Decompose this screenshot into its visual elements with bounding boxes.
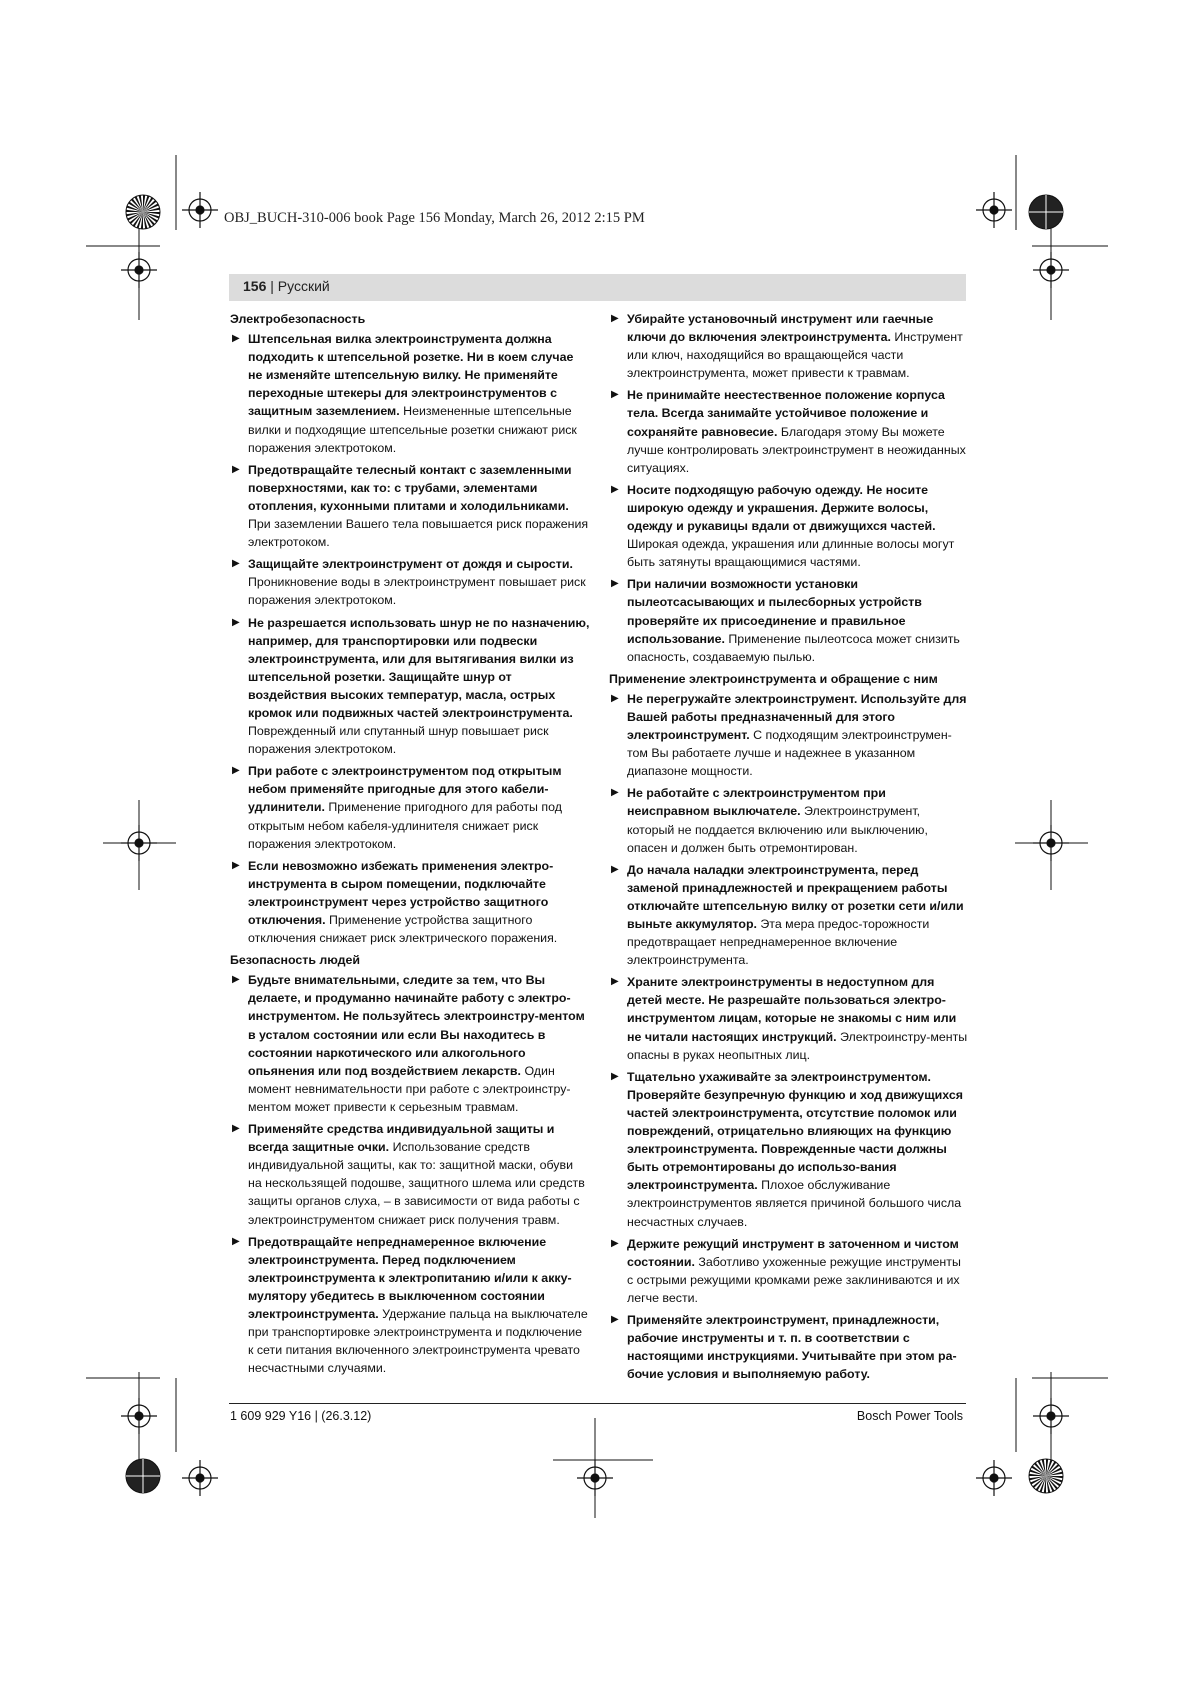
item-text: Применение пригодного для работы под открытым небом кабеля-удлинителя снижает риск поражения электротоком. <box>248 800 562 851</box>
section-title: Безопасность людей <box>230 953 361 968</box>
item-bold: Не разрешается использовать шнур не по назначению, например, для транспортировки или подвески электроинструмента, или для вытягивания вилки из штепсельной розетки. Защищайте шнур от воздействия высоких температур, масла, острых кромок или подвижных частей электроинструмента. <box>248 615 590 720</box>
item-bold: При наличии возможности установки пылеотсасывающих и пылесборных устройств проверяйте их присоединение и правильное использование. <box>627 577 922 646</box>
item-bold: Если невозможно избежать применения электро-инструмента в сыром помещении, подключайте электроинструмент через устройство защитного отключения. <box>248 858 554 927</box>
item-text: Благодаря этому Вы можете лучше контролировать электроинструмент в неожиданных ситуациях. <box>627 424 966 475</box>
item-text: Проникновение воды в электроинструмент повышает риск поражения электротоком. <box>248 575 586 608</box>
crosshair-mark-icon <box>121 825 157 861</box>
item-bold: Применяйте электроинструмент, принадлежности, рабочие инструменты и т. п. в соответствии с настоящими инструкциями. Учитывайте при этом ра-бочие условия и выполняемую работу. <box>627 1312 957 1382</box>
list-item <box>609 310 969 382</box>
item-text: С подходящим электроинструмен-том Вы работаете лучше и надежнее в указанном диапазоне мощности. <box>627 728 952 779</box>
item-text: Инструмент или ключ, находящийся во вращающейся части электроинструмента, может привести к травмам. <box>627 330 963 381</box>
item-bold: Предотвращайте телесный контакт с заземленными поверхностями, как то: с трубами, элементами отопления, кухонными плитами и холодильниками. <box>248 462 572 513</box>
item-text: Неизмененные штепсельные вилки и подходящие штепсельные розетки снижают риск поражения электротоком. <box>248 404 577 455</box>
list-item <box>230 461 590 551</box>
item-text: Плохое обслуживание электроинструментов является причиной большого числа несчастных случаев. <box>627 1178 962 1229</box>
section-title: Электробезопасность <box>230 312 366 326</box>
list-item <box>230 762 590 852</box>
list-item <box>609 690 969 780</box>
star-registration-mark-icon <box>1029 1459 1063 1493</box>
solid-registration-mark-icon <box>126 1459 160 1493</box>
item-bold: Носите подходящую рабочую одежду. Не носите широкую одежду и украшения. Держите волосы, одежду и рукавицы вдали от движущихся частей. <box>627 482 936 534</box>
list-item <box>609 1311 969 1383</box>
crosshair-mark-icon <box>1033 252 1069 288</box>
list-item <box>230 857 590 947</box>
print-header: OBJ_BUCH-310-006 book Page 156 Monday, March 26, 2012 2:15 PM <box>224 210 645 226</box>
item-text: Один момент невнимательности при работе с электроинстру-ментом может привести к серьезным травмам. <box>248 1063 571 1114</box>
item-bold: Штепсельная вилка электроинструмента должна подходить к штепсельной розетке. Ни в коем случае не изменяйте штепсельную вилку. Не применяйте переходные штекеры для электроинструментов с защитным заземлением. <box>248 332 574 419</box>
solid-registration-mark-icon <box>1029 195 1063 229</box>
item-text: Широкая одежда, украшения или длинные волосы могут быть затянуты вращающимися частями. <box>627 537 955 570</box>
header-language: Русский <box>277 278 330 294</box>
right-column <box>609 310 969 1387</box>
header-separator: | <box>266 278 278 294</box>
item-bold: Не принимайте неестественное положение корпуса тела. Всегда занимайте устойчивое положение и сохраняйте равновесие. <box>627 388 945 439</box>
page-header <box>243 278 330 294</box>
crosshair-mark-icon <box>182 192 218 228</box>
page-header-bar <box>229 274 966 301</box>
list-item <box>609 1068 969 1231</box>
item-bold: Применяйте средства индивидуальной защиты и всегда защитные очки. <box>248 1122 555 1155</box>
item-bold: Защищайте электроинструмент от дождя и сырости. <box>248 557 573 572</box>
footer-rule <box>229 1403 966 1404</box>
item-bold: Не перегружайте электроинструмент. Используйте для Вашей работы предназначенный для этого электроинструмент. <box>627 691 967 743</box>
footer-brand: Bosch Power Tools <box>856 1409 963 1423</box>
crosshair-mark-icon <box>577 1460 613 1496</box>
item-bold: До начала наладки электроинструмента, перед заменой принадлежностей и прекращением работы отключайте штепсельную вилку от розетки сети и/или выньте аккумулятор. <box>627 862 964 931</box>
item-text: Заботливо ухоженные режущие инструменты с острыми режущими кромками реже заклиниваются и их легче вести. <box>627 1254 961 1305</box>
list-item <box>609 784 969 856</box>
list-item <box>609 861 969 970</box>
crosshair-mark-icon <box>182 1460 218 1496</box>
item-text: Удержание пальца на выключателе при транспортировке электроинструмента и подключение к сети питания включенного электроинструмента чревато несчастными случаями. <box>248 1306 588 1376</box>
crosshair-mark-icon <box>121 252 157 288</box>
item-bold: Не работайте с электроинструментом при неисправном выключателе. <box>627 786 886 819</box>
item-text: При заземлении Вашего тела повышается риск поражения электротоком. <box>248 517 589 550</box>
item-bold: Храните электроинструменты в недоступном для детей месте. Не разрешайте пользоваться электро-инструментом лицам, которые не знакомы с ним или не читали настоящих инструкций. <box>627 975 957 1044</box>
item-bold: Держите режущий инструмент в заточенном и чистом состоянии. <box>627 1236 959 1269</box>
list-item <box>609 386 969 476</box>
item-bold: При работе с электроинструментом под открытым небом применяйте пригодные для этого кабели-удлинители. <box>248 764 562 815</box>
star-registration-mark-icon <box>126 195 160 229</box>
list-item <box>230 555 590 609</box>
crosshair-mark-icon <box>121 1398 157 1434</box>
item-text: Применение устройства защитного отключения снижает риск электрического поражения. <box>248 913 558 946</box>
item-text: Электроинстру-менты опасны в руках неопытных лиц. <box>627 1029 968 1062</box>
item-text: Использование средств индивидуальной защиты, как то: защитной маски, обуви на нескользящей подошве, защитного шлема или средств защиты органов слуха, – в зависимости от вида работы с электроинструментом снижает риск получения травм. <box>248 1140 585 1227</box>
item-bold: Убирайте установочный инструмент или гаечные ключи до включения электроинструмента. <box>627 312 934 345</box>
list-item <box>230 1120 590 1229</box>
item-text: Поврежденный или спутанный шнур повышает риск поражения электротоком. <box>248 724 549 757</box>
item-text: Эта мера предос-торожности предотвращает непреднамеренное включение электроинструмента. <box>627 917 930 968</box>
section-title: Применение электроинструмента и обращение с ним <box>609 671 938 686</box>
list-item <box>609 481 969 571</box>
crosshair-mark-icon <box>976 192 1012 228</box>
left-column <box>230 310 590 1381</box>
crosshair-mark-icon <box>976 1460 1012 1496</box>
list-item <box>609 575 969 665</box>
item-text: Электроинструмент, который не поддается включению или выключению, опасен и должен быть отремонтирован. <box>627 804 928 855</box>
item-bold: Предотвращайте непреднамеренное включение электроинструмента. Перед подключением электроинструмента к электропитанию и/или к акку-мулятору убедитесь в выключенном состоянии электроинструмента. <box>248 1234 572 1321</box>
list-item <box>230 971 590 1116</box>
item-bold: Будьте внимательными, следите за тем, что Вы делаете, и продуманно начинайте работу с электро-инструментом. Не пользуйтесь электроинстру-ментом в усталом состоянии или если Вы находитесь в состоянии наркотического или алкогольного опьянения или под воздействием лекарств. <box>248 973 585 1078</box>
page-number: 156 <box>243 278 267 294</box>
footer-doc-number: 1 609 929 Y16 | (26.3.12) <box>230 1409 372 1423</box>
crosshair-mark-icon <box>1033 825 1069 861</box>
list-item <box>230 614 590 759</box>
list-item <box>230 1233 590 1378</box>
item-text: Применение пылеотсоса может снизить опасность, создаваемую пылью. <box>627 631 960 664</box>
list-item <box>230 330 590 457</box>
list-item <box>609 1235 969 1307</box>
crosshair-mark-icon <box>1033 1398 1069 1434</box>
list-item <box>609 973 969 1063</box>
item-bold: Тщательно ухаживайте за электроинструментом. Проверяйте безупречную функцию и ход движущихся частей электроинструмента, отсутствие поломок или повреждений, отрицательно влияющих на функцию электроинструмента. Поврежденные части должны быть отремонтированы до использо-вания электроинструмента. <box>627 1069 963 1193</box>
